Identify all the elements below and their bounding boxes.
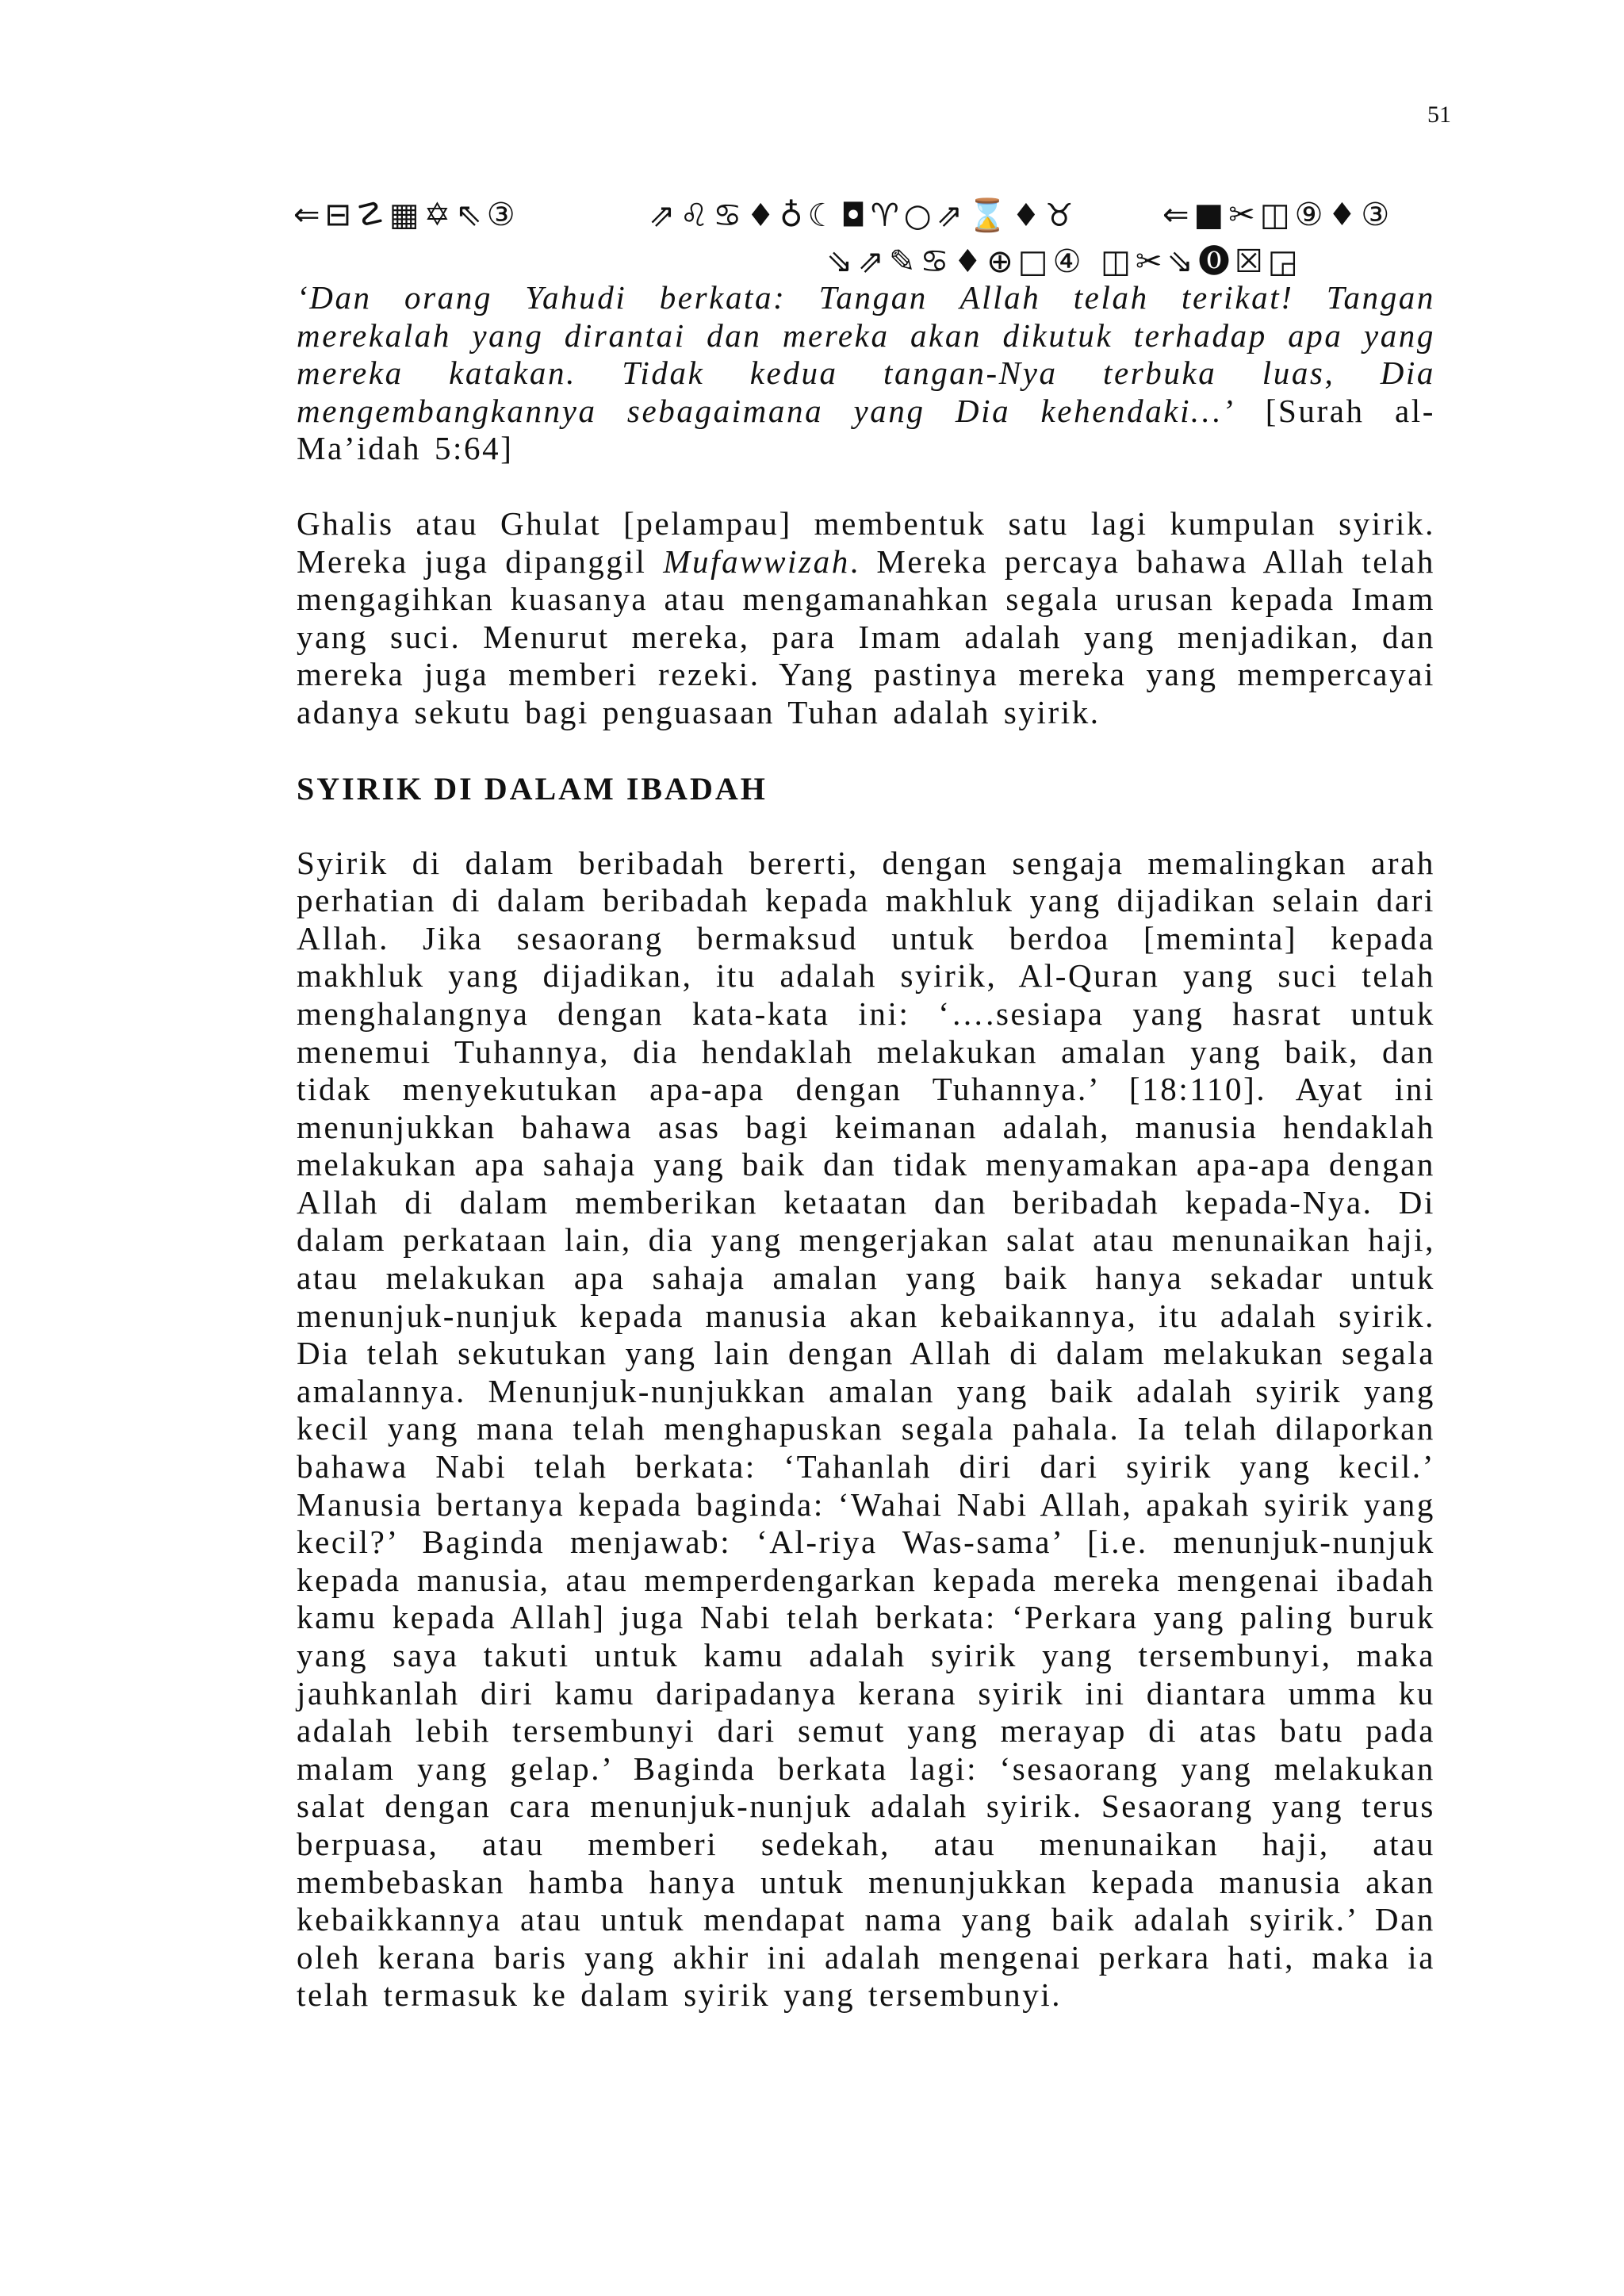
page-number: 51: [1427, 102, 1451, 128]
ghalis-italic-term: Mufawwizah: [663, 542, 850, 580]
section-body-paragraph: Syirik di dalam beribadah bererti, dengan sengaja memalingkan arah perhatian di dalam beribadah kepada makhluk yang dijadikan selain dari Allah. Jika sesaorang bermaksud untuk berdoa [meminta] kepada makhluk yang dijadikan, itu adalah syirik, Al-Quran yang suci telah menghalangnya dengan kata-kata ini: ‘….sesiapa yang hasrat untuk menemui Tuhannya, dia hendaklah melakukan amalan yang baik, dan tidak menyekutukan apa-apa dengan Tuhannya.’ [18:110]. Ayat ini menunjukkan bahawa asas bagi keimanan adalah, manusia hendaklah melakukan apa sahaja yang baik dan tidak menyamakan apa-apa dengan Allah di dalam memberikan ketaatan dan beribadah kepada-Nya. Di dalam perkataan lain, dia yang mengerjakan salat atau menunaikan haji, atau melakukan apa sahaja amalan yang baik hanya sekadar untuk menunjuk-nunjuk kepada manusia akan kebaikannya, itu adalah syirik. Dia telah sekutukan yang lain dengan Allah di dalam melakukan segala amalannya. Menunjuk-nunjukkan amalan yang baik adalah syirik yang kecil yang mana telah menghapuskan segala pahala. Ia telah dilaporkan bahawa Nabi telah berkata: ‘Tahanlah diri dari syirik yang kecil.’ Manusia bertanya kepada baginda: ‘Wahai Nabi Allah, apakah syirik yang kecil?’ Baginda menjawab: ‘Al-riya Was-sama’ [i.e. menunjuk-nunjuk kepada manusia, atau memperdengarkan kepada mereka mengenai ibadah kamu kepada Allah] juga Nabi telah berkata: ‘Perkara yang paling buruk yang saya takuti untuk kamu adalah syirik yang tersembunyi, maka jauhkanlah diri kamu daripadanya kerana syirik ini diantara umma ku adalah lebih tersembunyi dari semut yang merayap di atas batu pada malam yang gelap.’ Baginda berkata lagi: ‘sesaorang yang melakukan salat dengan cara menunjuk-nunjuk adalah syirik. Sesaorang yang terus berpuasa, atau memberi sedekah, atau menunaikan haji, atau membebaskan hamba hanya untuk menunjukkan kepada manusia akan kebaikkannya atau untuk mendapat nama yang baik adalah syirik.’ Dan oleh kerana baris yang akhir ini adalah mengenai perkara hati, maka ia telah termasuk ke dalam syirik yang tersembunyi.: [297, 844, 1435, 2014]
ghalis-paragraph: [297, 505, 1435, 732]
section-heading: SYIRIK DI DALAM IBADAH: [297, 770, 768, 807]
ghalis-text-before: Ghalis atau Ghulat [pelampau] membentuk satu lagi kumpulan syirik. Mereka juga dipanggil: [297, 504, 1435, 580]
arabic-verse-glyphs: ⇘⇗✎♋♦⊕□④ ◫✂⇘⓿☒◲: [826, 243, 1303, 280]
arabic-verse-glyphs: ⇐⊟☡▦✡⇖③: [293, 197, 520, 233]
page-content: [297, 279, 1435, 2014]
quote-citation: [Surah al-Ma’idah 5:64]: [297, 392, 1435, 467]
arabic-verse-glyphs: ⇗♌♋♦♁☾◘♈○⇗⌛♦♉: [649, 197, 1078, 234]
quran-translation-quote: [297, 279, 1435, 468]
quote-text: ‘Dan orang Yahudi berkata: Tangan Allah telah terikat! Tangan merekalah yang dirantai dan mereka akan dikutuk terhadap apa yang mereka katakan. Tidak kedua tangan-Nya terbuka luas, Dia mengembangkannya sebagaimana yang Dia kehendaki…’: [297, 279, 1435, 429]
arabic-verse-glyphs: ⇐■✂◫⑨♦③: [1162, 197, 1395, 233]
ghalis-text-after: . Mereka percaya bahawa Allah telah mengagihkan kuasanya atau mengamanahkan segala urusan kepada Imam yang suci. Menurut mereka, para Imam adalah yang menjadikan, dan mereka juga memberi rezeki. Yang pastinya mereka yang mempercayai adanya sekutu bagi penguasaan Tuhan adalah syirik.: [297, 542, 1435, 730]
